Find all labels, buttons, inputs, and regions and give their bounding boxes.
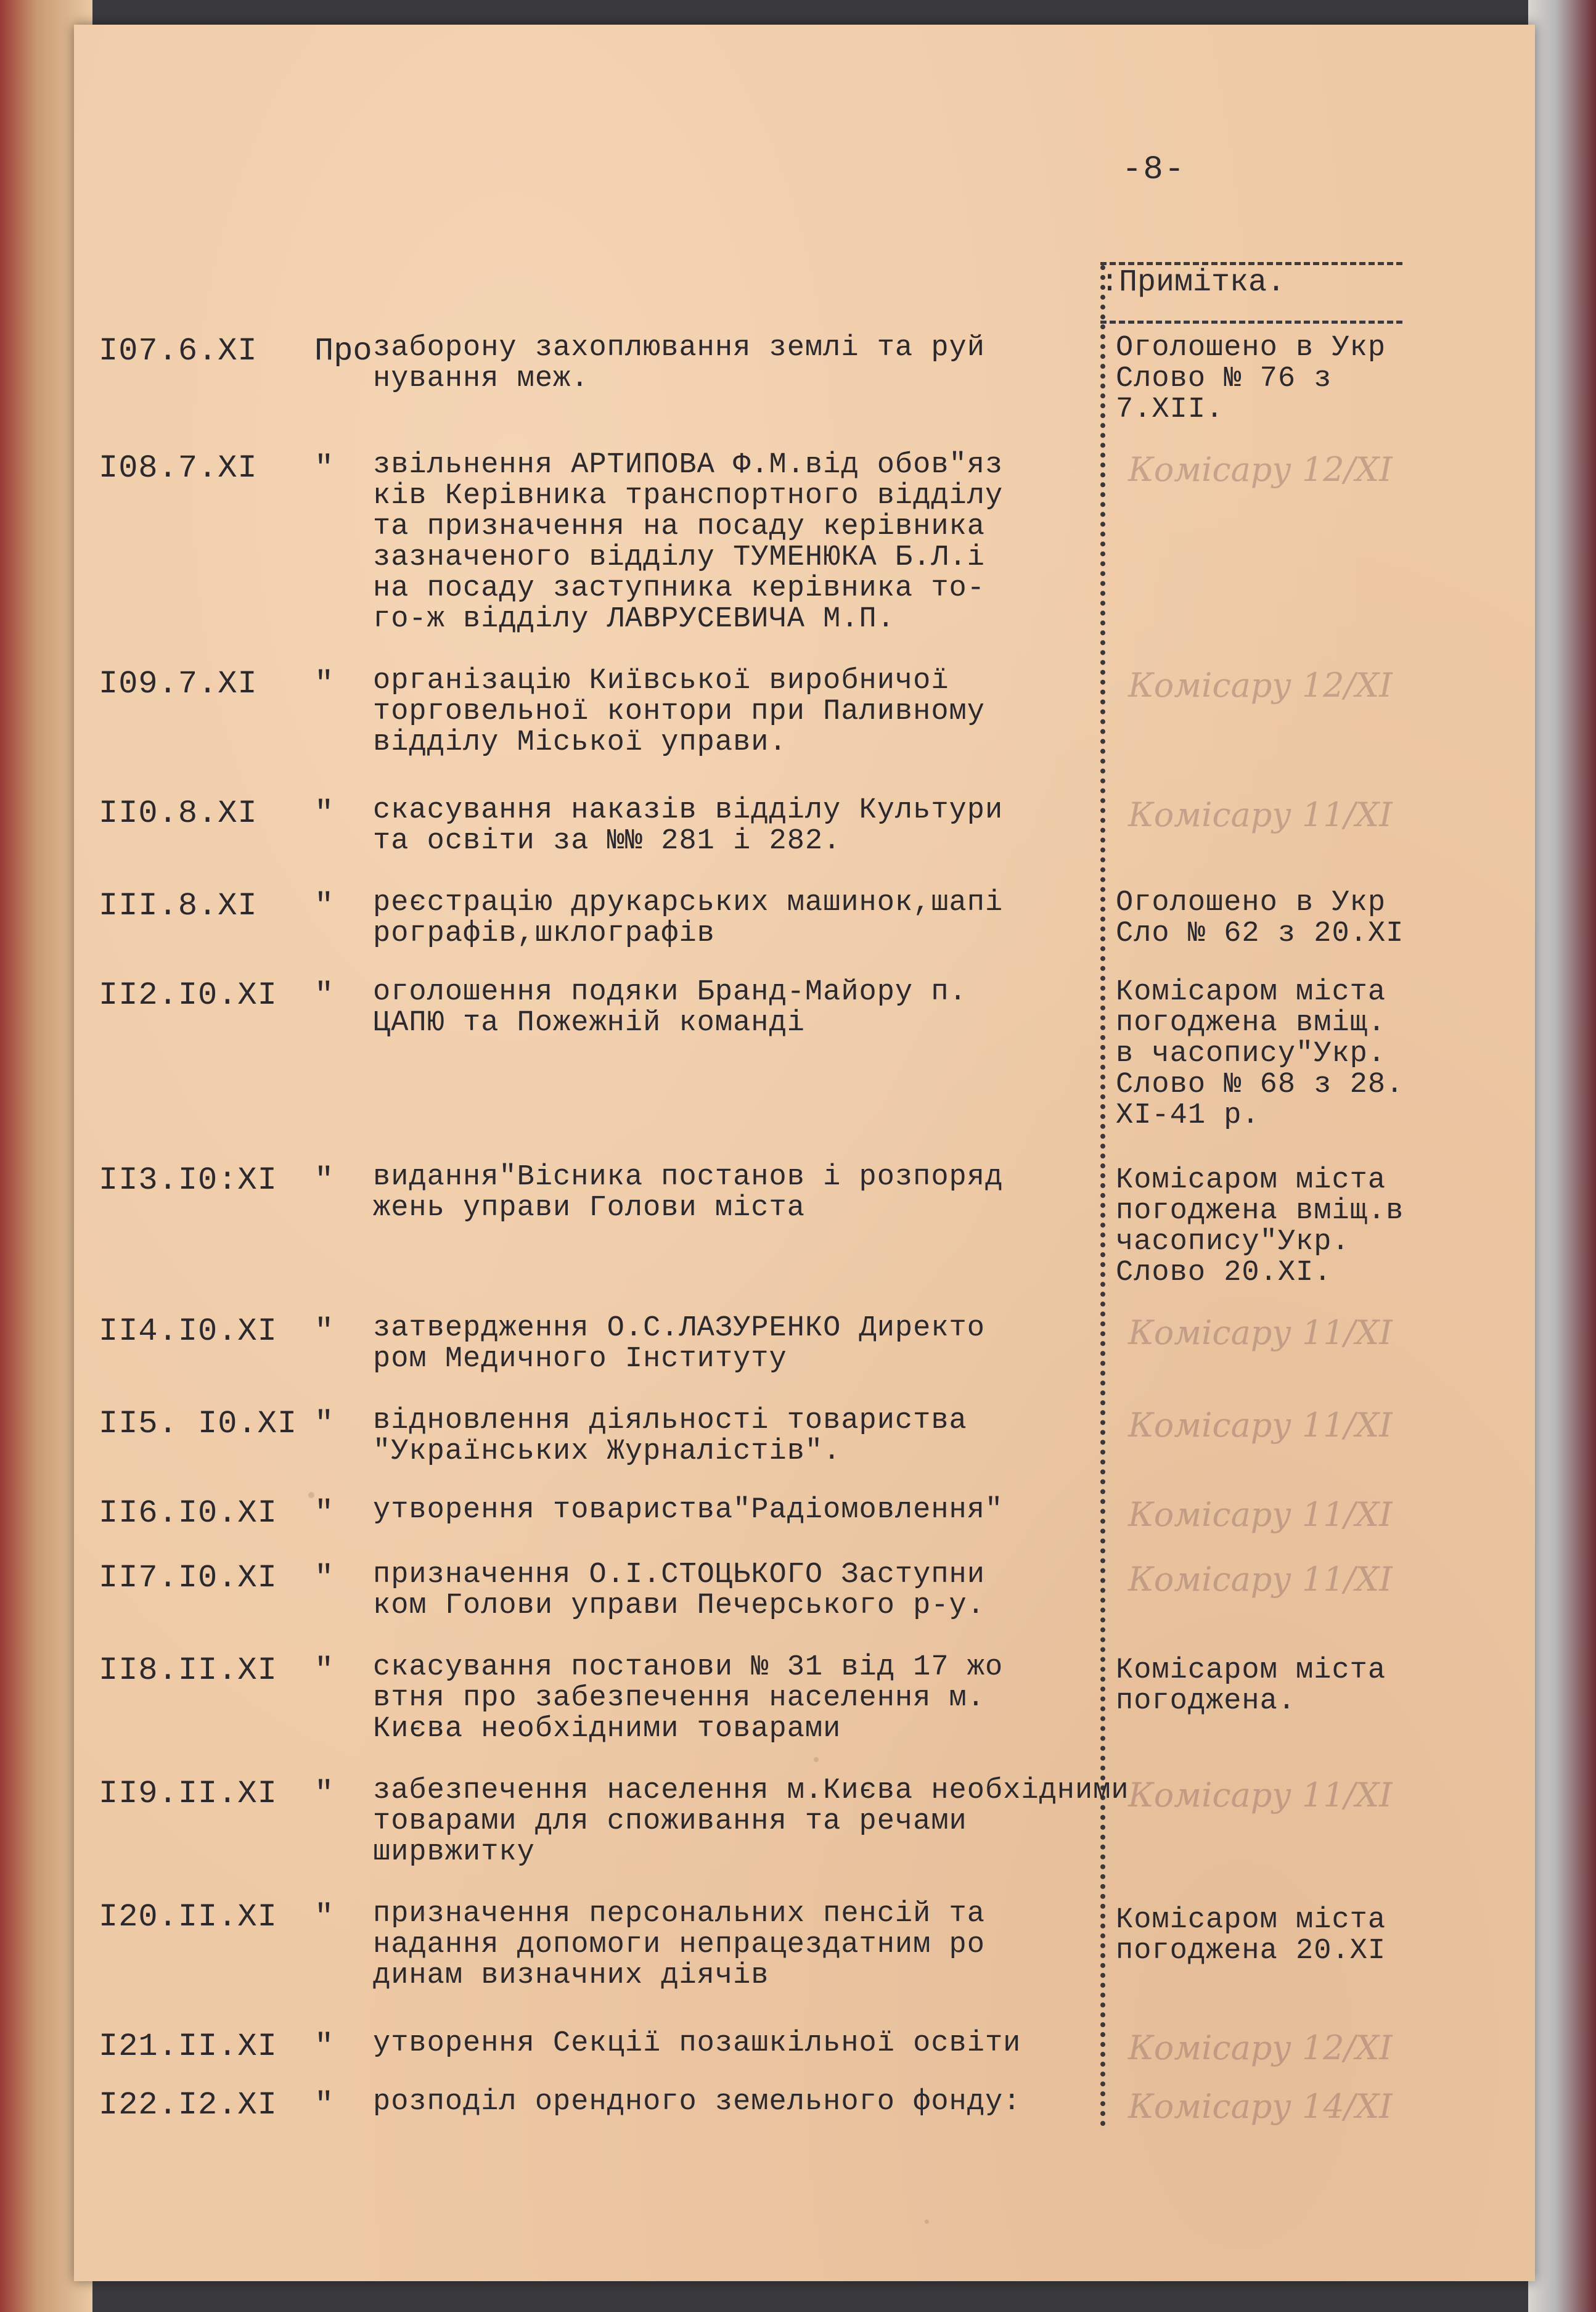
document-page	[74, 25, 1535, 2281]
entry-prefix: "	[314, 1560, 334, 1596]
pencil-annotation: Комісару 11/XI	[1128, 1313, 1393, 1352]
entry-number: II7.I0.XI	[99, 1560, 277, 1596]
entry-text: призначення персональних пенсій та надання допомоги непрацездатним ро динам визначних діячів	[373, 1898, 985, 1992]
entry-text: заборону захоплювання землі та руй нування меж.	[373, 332, 985, 395]
entry-number: II0.8.XI	[99, 795, 258, 832]
entry-text: оголошення подяки Бранд-Майору п. ЦАПЮ та Пожежній команді	[373, 976, 967, 1039]
entry-prefix: "	[314, 1406, 334, 1442]
entry-text: розподіл орендного земельного фонду:	[373, 2086, 1021, 2118]
pencil-annotation: Комісару 11/XI	[1128, 1495, 1393, 1534]
entry-prefix: "	[314, 2028, 334, 2065]
pencil-annotation: Комісару 14/XI	[1128, 2087, 1393, 2126]
entry-text: скасування постанови № 31 від 17 жо втня про забезпечення населення м. Києва необхідними товарами	[373, 1651, 1004, 1745]
notes-header-rule-bottom	[1100, 321, 1402, 324]
entry-number: I21.II.XI	[99, 2028, 277, 2065]
entry-prefix: "	[314, 1495, 334, 1531]
entry-note: Комісаром міста погоджена.	[1116, 1654, 1386, 1718]
entry-prefix: "	[314, 977, 334, 1014]
entry-text: скасування наказів відділу Культури та освіти за №№ 281 і 282.	[373, 794, 1004, 858]
entry-note: Комісаром міста погоджена вміщ. в часопису"Укр. Слово № 68 з 28. XI-41 р.	[1116, 976, 1404, 1132]
entry-prefix: "	[314, 450, 334, 486]
paper-speck	[814, 1757, 819, 1762]
entry-number: II8.II.XI	[99, 1652, 277, 1689]
entry-prefix: "	[314, 2087, 334, 2123]
entry-text: організацію Київської виробничої торговельної контори при Паливному відділу Міської управи.	[373, 665, 985, 759]
entry-number: I09.7.XI	[99, 666, 258, 702]
pencil-annotation: Комісару 12/XI	[1128, 2028, 1393, 2067]
entry-text: утворення Секції позашкільної освіти	[373, 2027, 1021, 2060]
entry-number: I07.6.XI	[99, 333, 258, 369]
entry-number: II6.I0.XI	[99, 1495, 277, 1531]
pencil-annotation: Комісару 12/XI	[1128, 666, 1393, 705]
entry-number: II5. I0.XI	[99, 1406, 298, 1442]
folder-cover-right	[1528, 0, 1596, 2312]
entry-prefix: "	[314, 1776, 334, 1812]
entry-text: видання"Вісника постанов і розпоряд жень управи Голови міста	[373, 1161, 1004, 1224]
entry-note: Оголошено в Укр Слово № 76 з 7.XII.	[1116, 332, 1386, 426]
entry-prefix: "	[314, 888, 334, 924]
pencil-annotation: Комісару 11/XI	[1128, 1406, 1393, 1445]
entry-number: I22.I2.XI	[99, 2087, 277, 2123]
entry-text: звільнення АРТИПОВА Ф.М.від обов"яз ків Керівника транспортного відділу та призначення на посаду керівника зазначеного відділу ТУМЕНЮКА Б.Л.і на посаду заступника керівника то- го-ж відділу ЛАВРУСЕВИЧА М.П.	[373, 449, 1004, 636]
entry-text: відновлення діяльності товариства "Українських Журналістів".	[373, 1404, 967, 1468]
entry-text: затвердження О.С.ЛАЗУРЕНКО Директо ром Медичного Інституту	[373, 1312, 985, 1375]
paper-speck	[419, 1911, 425, 1917]
entry-text: утворення товариства"Радіомовлення"	[373, 1494, 1004, 1527]
entry-prefix: "	[314, 795, 334, 832]
pencil-annotation: Комісару 11/XI	[1128, 1560, 1393, 1599]
entry-number: II9.II.XI	[99, 1776, 277, 1812]
entry-note: Комісаром міста погоджена вміщ.в часопису"Укр. Слово 20.XI.	[1116, 1164, 1404, 1289]
entry-number: I08.7.XI	[99, 450, 258, 486]
entry-text: призначення О.І.СТОЦЬКОГО Заступни ком Голови управи Печерського р-у.	[373, 1559, 985, 1622]
pencil-annotation: Комісару 11/XI	[1128, 795, 1393, 834]
entry-text: забезпечення населення м.Києва необхідними товарами для споживання та речами ширвжитку	[373, 1774, 1129, 1869]
paper-speck	[925, 2220, 929, 2224]
entry-prefix: "	[314, 666, 334, 702]
entry-number: II2.I0.XI	[99, 977, 277, 1014]
pencil-annotation: Комісару 11/XI	[1128, 1776, 1393, 1814]
entry-prefix: "	[314, 1313, 334, 1350]
pencil-annotation: Комісару 12/XI	[1128, 450, 1393, 489]
entry-number: II4.I0.XI	[99, 1313, 277, 1350]
entry-number: II3.I0:XI	[99, 1162, 277, 1199]
entry-number: III.8.XI	[99, 888, 258, 924]
entry-prefix: Про	[314, 333, 372, 369]
entry-number: I20.II.XI	[99, 1899, 277, 1935]
entry-text: реєстрацію друкарських машинок,шапі рографів,шклографів	[373, 887, 1004, 950]
entry-prefix: "	[314, 1652, 334, 1689]
notes-column-header: :Примітка.	[1100, 265, 1286, 300]
entry-prefix: "	[314, 1899, 334, 1935]
entry-note: Комісаром міста погоджена 20.XI	[1116, 1904, 1386, 1967]
entry-prefix: "	[314, 1162, 334, 1199]
page-number: -8-	[1122, 151, 1186, 189]
entry-note: Оголошено в Укр Сло № 62 з 20.XI	[1116, 887, 1404, 950]
paper-speck	[308, 1492, 314, 1498]
